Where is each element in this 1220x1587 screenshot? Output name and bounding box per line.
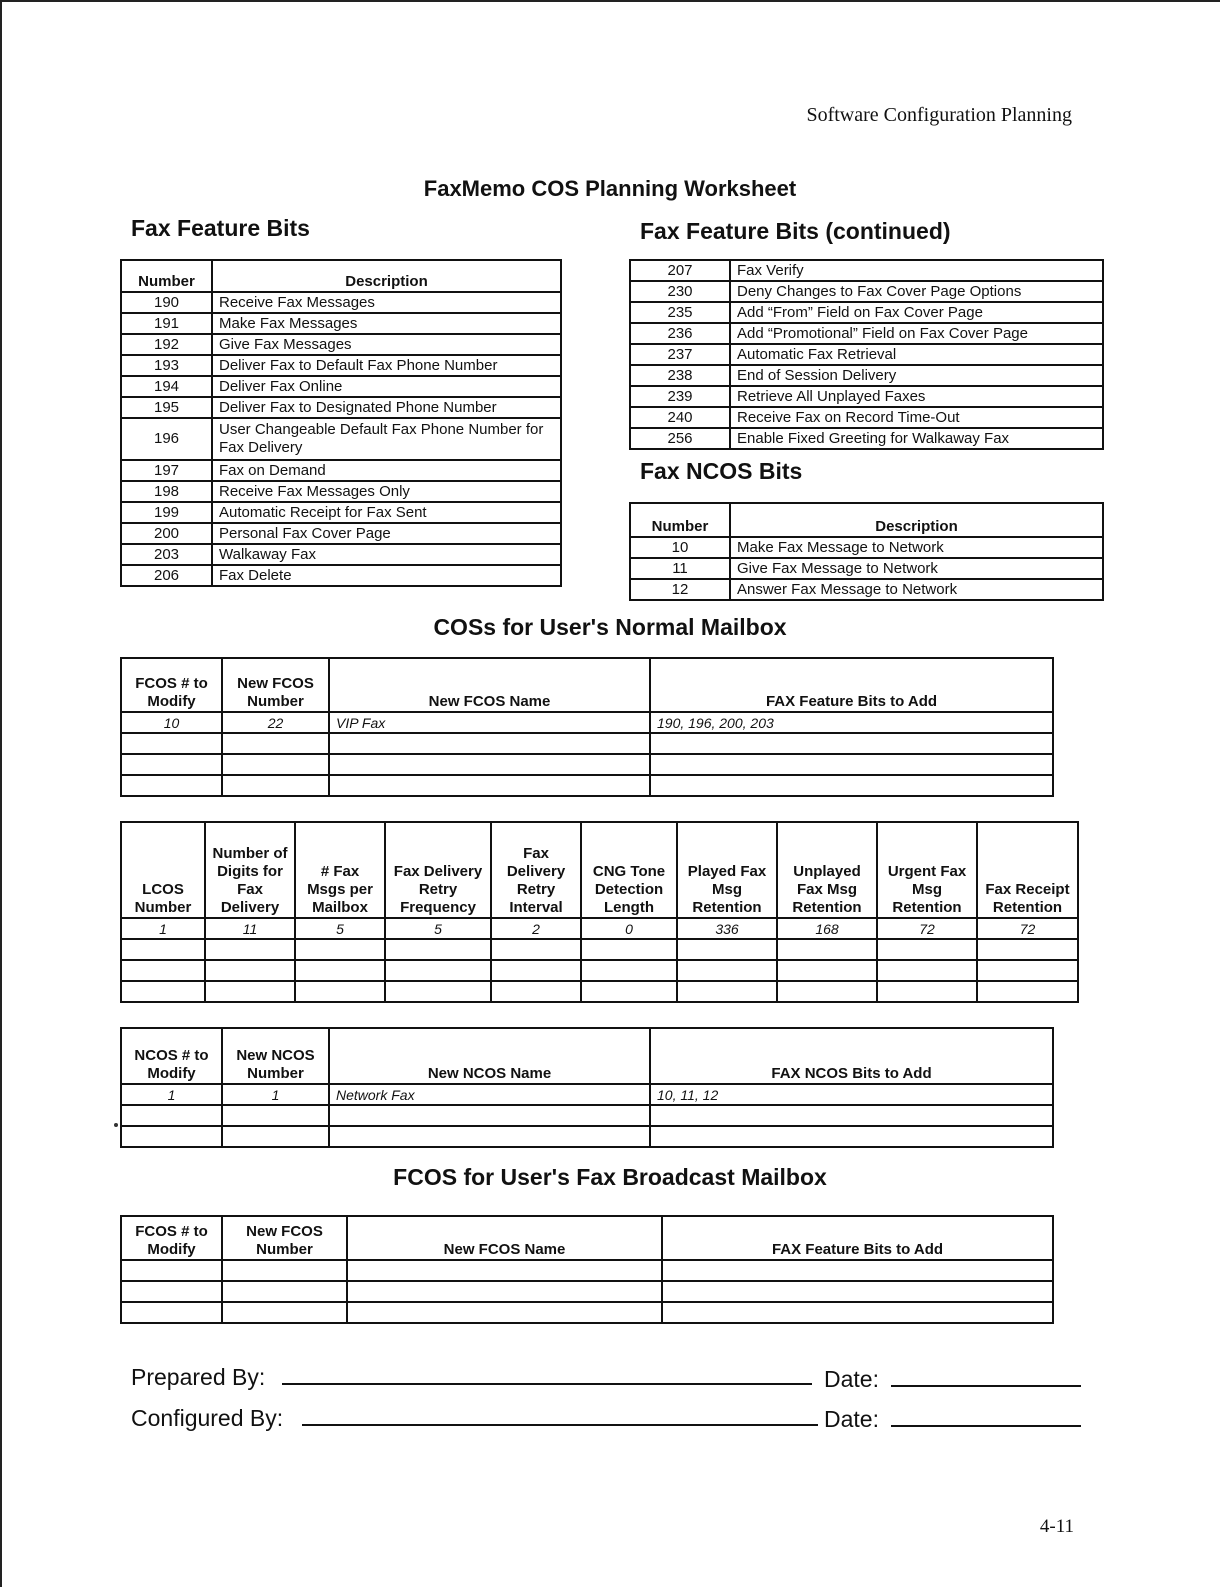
column-header: FAX Feature Bits to Add (662, 1216, 1053, 1260)
table-cell: 190, 196, 200, 203 (650, 712, 1053, 733)
configured-by-line[interactable] (302, 1424, 818, 1426)
column-header: Number of Digits for Fax Delivery (205, 822, 295, 918)
row-description: Deny Changes to Fax Cover Page Options (730, 281, 1103, 302)
table-row (630, 302, 1103, 323)
col-description-header: Description (212, 260, 561, 292)
table-cell (121, 1260, 222, 1281)
row-description: Retrieve All Unplayed Faxes (730, 386, 1103, 407)
table-cell (662, 1281, 1053, 1302)
table-cell (877, 960, 977, 981)
table-row (121, 754, 1053, 775)
table-cell (205, 939, 295, 960)
row-number: 235 (630, 302, 730, 323)
column-header: CNG Tone Detection Length (581, 822, 677, 918)
table-cell (491, 960, 581, 981)
column-header: New FCOS Number (222, 658, 329, 712)
table-row (121, 1105, 1053, 1126)
stray-mark (114, 1123, 118, 1127)
table-row (121, 775, 1053, 796)
table-row (630, 428, 1103, 449)
fax-feature-bits-continued-rows (630, 260, 1103, 449)
fcos-table (120, 657, 1054, 797)
table-cell (295, 939, 385, 960)
row-description: Add “From” Field on Fax Cover Page (730, 302, 1103, 323)
lcos-table (120, 821, 1079, 1003)
row-description: Fax Delete (212, 565, 561, 586)
table-row (121, 523, 561, 544)
table-row (121, 481, 561, 502)
table-cell (777, 981, 877, 1002)
table-row (121, 918, 1078, 939)
table-row (630, 558, 1103, 579)
table-row (121, 733, 1053, 754)
table-cell: 1 (121, 1084, 222, 1105)
row-number: 193 (121, 355, 212, 376)
table-cell: 168 (777, 918, 877, 939)
table-cell (677, 960, 777, 981)
row-number: 197 (121, 460, 212, 481)
table-cell: VIP Fax (329, 712, 650, 733)
fax-feature-bits-continued-table (629, 259, 1104, 450)
column-header: LCOS Number (121, 822, 205, 918)
table-row (630, 260, 1103, 281)
col-number-header: Number (121, 260, 212, 292)
table-row (121, 1126, 1053, 1147)
table-row (121, 1260, 1053, 1281)
table-row (121, 544, 561, 565)
date-line-1[interactable] (891, 1385, 1081, 1387)
row-number: 240 (630, 407, 730, 428)
row-description: Make Fax Messages (212, 313, 561, 334)
table-cell (222, 1126, 329, 1147)
table-row (630, 365, 1103, 386)
row-description: Fax on Demand (212, 460, 561, 481)
row-description: Deliver Fax to Default Fax Phone Number (212, 355, 561, 376)
table-cell: 10 (121, 712, 222, 733)
fax-feature-bits-rows (121, 292, 561, 586)
table-cell (121, 1126, 222, 1147)
table-cell (121, 1281, 222, 1302)
row-number: 198 (121, 481, 212, 502)
table-cell (491, 939, 581, 960)
table-cell (650, 1126, 1053, 1147)
row-number: 207 (630, 260, 730, 281)
broadcast-fcos-table (120, 1215, 1054, 1324)
table-cell (977, 960, 1078, 981)
row-description: Deliver Fax Online (212, 376, 561, 397)
column-header: Urgent Fax Msg Retention (877, 822, 977, 918)
row-description: Fax Verify (730, 260, 1103, 281)
row-number: 12 (630, 579, 730, 600)
table-cell (977, 939, 1078, 960)
table-cell (491, 981, 581, 1002)
table-row (121, 502, 561, 523)
table-cell (581, 981, 677, 1002)
row-description: Add “Promotional” Field on Fax Cover Page (730, 323, 1103, 344)
column-header: Fax Delivery Retry Frequency (385, 822, 491, 918)
row-number: 239 (630, 386, 730, 407)
table-row (121, 460, 561, 481)
row-description: Automatic Fax Retrieval (730, 344, 1103, 365)
row-description: Make Fax Message to Network (730, 537, 1103, 558)
row-number: 256 (630, 428, 730, 449)
table-row (121, 960, 1078, 981)
fax-ncos-bits-rows (630, 537, 1103, 600)
row-number: 203 (121, 544, 212, 565)
table-cell: 0 (581, 918, 677, 939)
table-cell (650, 733, 1053, 754)
page-border-top (0, 0, 1220, 2)
column-header: Played Fax Msg Retention (677, 822, 777, 918)
row-number: 191 (121, 313, 212, 334)
table-cell (777, 960, 877, 981)
table-cell (222, 1302, 347, 1323)
ncos-col-description-header: Description (730, 503, 1103, 537)
column-header: Fax Delivery Retry Interval (491, 822, 581, 918)
table-row (630, 281, 1103, 302)
table-cell (222, 775, 329, 796)
prepared-by-row (131, 1364, 812, 1391)
table-cell: 10, 11, 12 (650, 1084, 1053, 1105)
fax-feature-bits-heading: Fax Feature Bits (131, 215, 310, 241)
table-cell (581, 939, 677, 960)
table-cell (222, 1105, 329, 1126)
table-cell (329, 754, 650, 775)
row-number: 238 (630, 365, 730, 386)
row-description: Walkaway Fax (212, 544, 561, 565)
table-row (121, 1302, 1053, 1323)
table-row (121, 565, 561, 586)
table-cell (121, 754, 222, 775)
table-row (121, 397, 561, 418)
row-description: Enable Fixed Greeting for Walkaway Fax (730, 428, 1103, 449)
table-row (121, 313, 561, 334)
table-cell (650, 775, 1053, 796)
table-row (121, 376, 561, 397)
table-cell (329, 1105, 650, 1126)
table-cell (385, 981, 491, 1002)
ncos-col-number-header: Number (630, 503, 730, 537)
column-header: Fax Receipt Retention (977, 822, 1078, 918)
row-number: 199 (121, 502, 212, 523)
row-number: 192 (121, 334, 212, 355)
table-row (630, 537, 1103, 558)
table-cell (295, 960, 385, 981)
table-row (121, 939, 1078, 960)
date-row-2 (824, 1406, 1081, 1433)
row-number: 190 (121, 292, 212, 313)
table-cell (385, 960, 491, 981)
table-cell (677, 939, 777, 960)
running-header: Software Configuration Planning (806, 104, 1072, 126)
table-row (121, 1084, 1053, 1105)
table-cell (121, 1302, 222, 1323)
fax-feature-bits-continued-heading: Fax Feature Bits (continued) (640, 218, 951, 244)
table-cell: 72 (977, 918, 1078, 939)
prepared-by-label: Prepared By: (131, 1364, 266, 1390)
row-description: Give Fax Message to Network (730, 558, 1103, 579)
column-header: New FCOS Number (222, 1216, 347, 1260)
table-cell (295, 981, 385, 1002)
table-row (121, 355, 561, 376)
table-cell (677, 981, 777, 1002)
table-cell (222, 1281, 347, 1302)
table-cell (121, 775, 222, 796)
table-cell: 2 (491, 918, 581, 939)
table-cell (347, 1302, 662, 1323)
table-row (121, 292, 561, 313)
table-cell (877, 981, 977, 1002)
column-header: New FCOS Name (347, 1216, 662, 1260)
table-row (630, 386, 1103, 407)
page-border-left (0, 0, 2, 1587)
table-cell (662, 1260, 1053, 1281)
prepared-by-line[interactable] (282, 1383, 812, 1385)
broadcast-mailbox-heading: FCOS for User's Fax Broadcast Mailbox (393, 1164, 827, 1190)
table-cell (329, 1126, 650, 1147)
table-row (121, 418, 561, 460)
column-header: FCOS # to Modify (121, 1216, 222, 1260)
table-cell (205, 960, 295, 981)
column-header: FAX NCOS Bits to Add (650, 1028, 1053, 1084)
row-description: Receive Fax Messages Only (212, 481, 561, 502)
table-cell (385, 939, 491, 960)
row-description: Receive Fax on Record Time-Out (730, 407, 1103, 428)
column-header: FCOS # to Modify (121, 658, 222, 712)
column-header: NCOS # to Modify (121, 1028, 222, 1084)
table-cell (329, 733, 650, 754)
configured-by-label: Configured By: (131, 1405, 284, 1431)
table-cell (650, 1105, 1053, 1126)
row-description: Receive Fax Messages (212, 292, 561, 313)
table-row (121, 334, 561, 355)
table-cell: 22 (222, 712, 329, 733)
table-row (630, 323, 1103, 344)
row-description: End of Session Delivery (730, 365, 1103, 386)
table-cell: 72 (877, 918, 977, 939)
row-number: 230 (630, 281, 730, 302)
table-cell (121, 1105, 222, 1126)
table-row (121, 1281, 1053, 1302)
table-cell (222, 1260, 347, 1281)
configured-by-row (131, 1405, 818, 1432)
table-cell (121, 960, 205, 981)
column-header: New NCOS Name (329, 1028, 650, 1084)
table-cell: 5 (385, 918, 491, 939)
table-cell (121, 939, 205, 960)
row-number: 195 (121, 397, 212, 418)
table-cell (222, 733, 329, 754)
table-row (630, 407, 1103, 428)
page-title: FaxMemo COS Planning Worksheet (423, 176, 797, 201)
table-cell (205, 981, 295, 1002)
table-row (630, 579, 1103, 600)
table-cell (977, 981, 1078, 1002)
table-cell (121, 981, 205, 1002)
date-label-2: Date: (824, 1406, 879, 1432)
table-cell (662, 1302, 1053, 1323)
fax-ncos-bits-table (629, 502, 1104, 601)
row-description: Automatic Receipt for Fax Sent (212, 502, 561, 523)
row-number: 10 (630, 537, 730, 558)
row-number: 194 (121, 376, 212, 397)
table-cell (777, 939, 877, 960)
table-cell: 1 (121, 918, 205, 939)
table-cell: 1 (222, 1084, 329, 1105)
row-description: Personal Fax Cover Page (212, 523, 561, 544)
row-number: 196 (121, 418, 212, 460)
table-row (121, 712, 1053, 733)
row-description: Deliver Fax to Designated Phone Number (212, 397, 561, 418)
column-header: Unplayed Fax Msg Retention (777, 822, 877, 918)
table-row (121, 981, 1078, 1002)
row-number: 206 (121, 565, 212, 586)
table-cell: 336 (677, 918, 777, 939)
table-cell: 5 (295, 918, 385, 939)
column-header: FAX Feature Bits to Add (650, 658, 1053, 712)
table-row (630, 344, 1103, 365)
row-description: Answer Fax Message to Network (730, 579, 1103, 600)
date-label-1: Date: (824, 1366, 879, 1392)
row-number: 237 (630, 344, 730, 365)
column-header: New NCOS Number (222, 1028, 329, 1084)
table-cell: Network Fax (329, 1084, 650, 1105)
row-number: 200 (121, 523, 212, 544)
date-line-2[interactable] (891, 1425, 1081, 1427)
ncos-table (120, 1027, 1054, 1148)
table-cell (581, 960, 677, 981)
row-description: User Changeable Default Fax Phone Number for Fax Delivery (212, 418, 561, 460)
table-cell (329, 775, 650, 796)
date-row-1 (824, 1366, 1081, 1393)
table-cell (347, 1260, 662, 1281)
table-cell (650, 754, 1053, 775)
page-number: 4-11 (1039, 1516, 1074, 1537)
row-number: 11 (630, 558, 730, 579)
row-number: 236 (630, 323, 730, 344)
table-cell (121, 733, 222, 754)
table-cell: 11 (205, 918, 295, 939)
column-header: # Fax Msgs per Mailbox (295, 822, 385, 918)
normal-mailbox-heading: COSs for User's Normal Mailbox (433, 614, 787, 640)
table-cell (347, 1281, 662, 1302)
row-description: Give Fax Messages (212, 334, 561, 355)
fax-ncos-bits-heading: Fax NCOS Bits (640, 458, 803, 484)
column-header: New FCOS Name (329, 658, 650, 712)
table-cell (877, 939, 977, 960)
table-cell (222, 754, 329, 775)
fax-feature-bits-table (120, 259, 562, 587)
